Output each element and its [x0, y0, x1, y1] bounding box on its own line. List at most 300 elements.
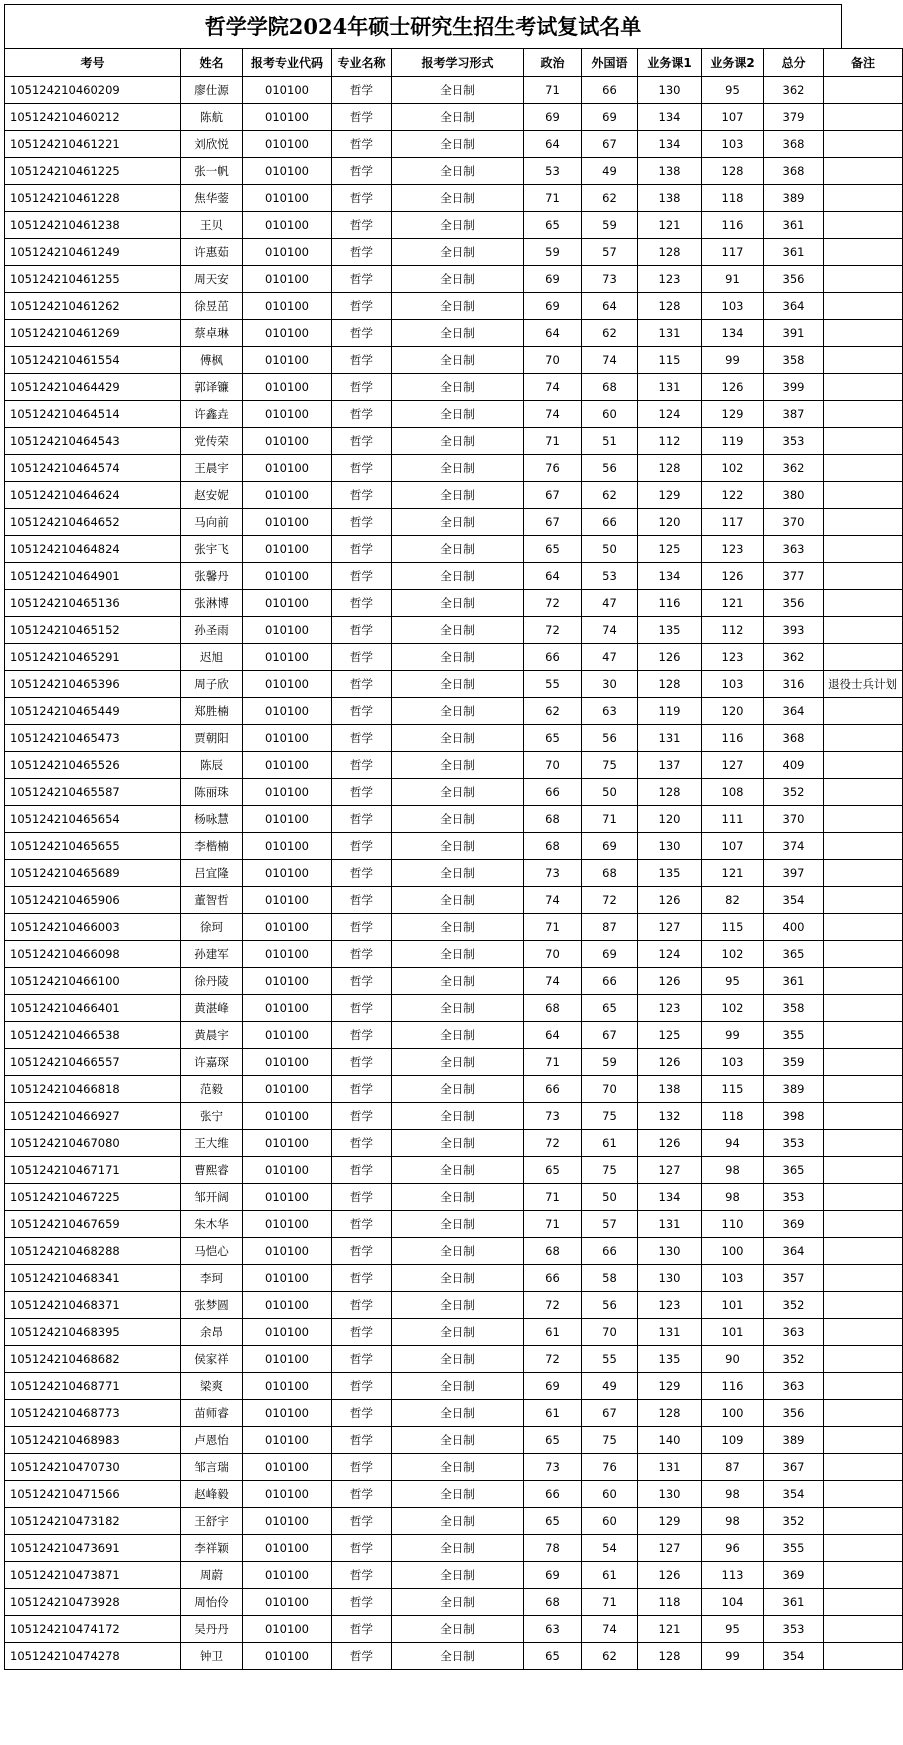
- total-cell: 356: [764, 266, 824, 293]
- name-cell: 陈辰: [181, 752, 243, 779]
- table-row: [5, 1319, 903, 1346]
- table-row: [5, 455, 903, 482]
- major-code-cell: 010100: [243, 1535, 332, 1562]
- exam-id-cell: 105124210473928: [5, 1589, 181, 1616]
- table-row: [5, 941, 903, 968]
- major-name-cell: 哲学: [332, 1346, 392, 1373]
- politics-cell: 73: [524, 860, 582, 887]
- total-cell: 364: [764, 698, 824, 725]
- major-code-cell: 010100: [243, 779, 332, 806]
- major-name-cell: 哲学: [332, 752, 392, 779]
- remarks-cell: [824, 239, 903, 266]
- course-2-cell: 82: [702, 887, 764, 914]
- major-code-cell: 010100: [243, 671, 332, 698]
- major-code-cell: 010100: [243, 1373, 332, 1400]
- course-1-cell: 131: [638, 725, 702, 752]
- major-code-cell: 010100: [243, 293, 332, 320]
- name-cell: 刘欣悦: [181, 131, 243, 158]
- study-form-cell: 全日制: [392, 1427, 524, 1454]
- header-major-name: 专业名称: [332, 49, 392, 77]
- remarks-cell: [824, 1184, 903, 1211]
- course-2-cell: 121: [702, 590, 764, 617]
- header-exam-id: 考号: [5, 49, 181, 77]
- header-study-form: 报考学习形式: [392, 49, 524, 77]
- table-row: [5, 698, 903, 725]
- politics-cell: 73: [524, 1103, 582, 1130]
- major-code-cell: 010100: [243, 455, 332, 482]
- name-cell: 范毅: [181, 1076, 243, 1103]
- study-form-cell: 全日制: [392, 1130, 524, 1157]
- total-cell: 397: [764, 860, 824, 887]
- course-2-cell: 102: [702, 455, 764, 482]
- exam-id-cell: 105124210465526: [5, 752, 181, 779]
- politics-cell: 59: [524, 239, 582, 266]
- table-row: [5, 482, 903, 509]
- course-1-cell: 138: [638, 1076, 702, 1103]
- politics-cell: 71: [524, 1184, 582, 1211]
- header-politics: 政治: [524, 49, 582, 77]
- major-name-cell: 哲学: [332, 1184, 392, 1211]
- name-cell: 周怡伶: [181, 1589, 243, 1616]
- major-name-cell: 哲学: [332, 1427, 392, 1454]
- major-name-cell: 哲学: [332, 1643, 392, 1670]
- table-row: [5, 1184, 903, 1211]
- course-2-cell: 99: [702, 347, 764, 374]
- foreign-language-cell: 47: [582, 590, 638, 617]
- politics-cell: 66: [524, 1481, 582, 1508]
- politics-cell: 69: [524, 266, 582, 293]
- name-cell: 廖仕源: [181, 77, 243, 104]
- foreign-language-cell: 50: [582, 1184, 638, 1211]
- name-cell: 王晨宇: [181, 455, 243, 482]
- total-cell: 352: [764, 1346, 824, 1373]
- remarks-cell: [824, 1211, 903, 1238]
- exam-id-cell: 105124210464574: [5, 455, 181, 482]
- politics-cell: 66: [524, 644, 582, 671]
- table-row: [5, 1022, 903, 1049]
- course-1-cell: 126: [638, 1130, 702, 1157]
- course-2-cell: 134: [702, 320, 764, 347]
- course-2-cell: 102: [702, 995, 764, 1022]
- course-2-cell: 100: [702, 1238, 764, 1265]
- study-form-cell: 全日制: [392, 1049, 524, 1076]
- study-form-cell: 全日制: [392, 293, 524, 320]
- foreign-language-cell: 76: [582, 1454, 638, 1481]
- course-1-cell: 124: [638, 401, 702, 428]
- study-form-cell: 全日制: [392, 320, 524, 347]
- table-row: [5, 1076, 903, 1103]
- exam-id-cell: 105124210467080: [5, 1130, 181, 1157]
- course-2-cell: 120: [702, 698, 764, 725]
- course-1-cell: 121: [638, 1616, 702, 1643]
- table-row: [5, 1211, 903, 1238]
- total-cell: 353: [764, 1616, 824, 1643]
- major-name-cell: 哲学: [332, 1373, 392, 1400]
- table-row: [5, 860, 903, 887]
- table-row: [5, 644, 903, 671]
- politics-cell: 68: [524, 1238, 582, 1265]
- politics-cell: 64: [524, 320, 582, 347]
- politics-cell: 72: [524, 1346, 582, 1373]
- politics-cell: 69: [524, 1562, 582, 1589]
- exam-id-cell: 105124210466401: [5, 995, 181, 1022]
- major-code-cell: 010100: [243, 1022, 332, 1049]
- course-1-cell: 132: [638, 1103, 702, 1130]
- table-row: [5, 212, 903, 239]
- exam-id-cell: 105124210461255: [5, 266, 181, 293]
- politics-cell: 73: [524, 1454, 582, 1481]
- name-cell: 张宇飞: [181, 536, 243, 563]
- major-code-cell: 010100: [243, 1643, 332, 1670]
- remarks-cell: [824, 482, 903, 509]
- remarks-cell: [824, 212, 903, 239]
- total-cell: 316: [764, 671, 824, 698]
- major-name-cell: 哲学: [332, 617, 392, 644]
- foreign-language-cell: 62: [582, 320, 638, 347]
- course-2-cell: 101: [702, 1319, 764, 1346]
- major-name-cell: 哲学: [332, 77, 392, 104]
- total-cell: 355: [764, 1022, 824, 1049]
- major-code-cell: 010100: [243, 1319, 332, 1346]
- remarks-cell: [824, 158, 903, 185]
- course-2-cell: 129: [702, 401, 764, 428]
- exam-id-cell: 105124210461249: [5, 239, 181, 266]
- major-code-cell: 010100: [243, 1076, 332, 1103]
- course-2-cell: 96: [702, 1535, 764, 1562]
- major-name-cell: 哲学: [332, 1238, 392, 1265]
- politics-cell: 66: [524, 779, 582, 806]
- foreign-language-cell: 69: [582, 104, 638, 131]
- foreign-language-cell: 55: [582, 1346, 638, 1373]
- foreign-language-cell: 70: [582, 1319, 638, 1346]
- name-cell: 王舒宇: [181, 1508, 243, 1535]
- major-name-cell: 哲学: [332, 482, 392, 509]
- remarks-cell: [824, 77, 903, 104]
- study-form-cell: 全日制: [392, 1103, 524, 1130]
- total-cell: 352: [764, 1508, 824, 1535]
- table-row: [5, 968, 903, 995]
- course-1-cell: 137: [638, 752, 702, 779]
- total-cell: 353: [764, 1184, 824, 1211]
- major-name-cell: 哲学: [332, 1157, 392, 1184]
- name-cell: 蔡卓琳: [181, 320, 243, 347]
- name-cell: 孙圣雨: [181, 617, 243, 644]
- exam-id-cell: 105124210465654: [5, 806, 181, 833]
- study-form-cell: 全日制: [392, 212, 524, 239]
- major-name-cell: 哲学: [332, 833, 392, 860]
- name-cell: 赵安妮: [181, 482, 243, 509]
- exam-id-cell: 105124210474278: [5, 1643, 181, 1670]
- header-course-2: 业务课2: [702, 49, 764, 77]
- remarks-cell: [824, 590, 903, 617]
- course-1-cell: 128: [638, 239, 702, 266]
- name-cell: 马恺心: [181, 1238, 243, 1265]
- course-2-cell: 116: [702, 212, 764, 239]
- politics-cell: 76: [524, 455, 582, 482]
- remarks-cell: [824, 104, 903, 131]
- study-form-cell: 全日制: [392, 887, 524, 914]
- major-code-cell: 010100: [243, 590, 332, 617]
- major-code-cell: 010100: [243, 941, 332, 968]
- remarks-cell: [824, 563, 903, 590]
- study-form-cell: 全日制: [392, 698, 524, 725]
- remarks-cell: [824, 266, 903, 293]
- course-1-cell: 128: [638, 293, 702, 320]
- total-cell: 361: [764, 1589, 824, 1616]
- study-form-cell: 全日制: [392, 482, 524, 509]
- politics-cell: 70: [524, 941, 582, 968]
- politics-cell: 72: [524, 1130, 582, 1157]
- exam-id-cell: 105124210464901: [5, 563, 181, 590]
- course-2-cell: 104: [702, 1589, 764, 1616]
- politics-cell: 67: [524, 509, 582, 536]
- total-cell: 370: [764, 806, 824, 833]
- course-1-cell: 130: [638, 1481, 702, 1508]
- table-row: [5, 1535, 903, 1562]
- course-2-cell: 126: [702, 374, 764, 401]
- name-cell: 钟卫: [181, 1643, 243, 1670]
- course-1-cell: 126: [638, 887, 702, 914]
- politics-cell: 71: [524, 1049, 582, 1076]
- course-2-cell: 126: [702, 563, 764, 590]
- total-cell: 393: [764, 617, 824, 644]
- table-row: [5, 239, 903, 266]
- total-cell: 352: [764, 779, 824, 806]
- course-1-cell: 127: [638, 1535, 702, 1562]
- course-2-cell: 121: [702, 860, 764, 887]
- total-cell: 389: [764, 1076, 824, 1103]
- major-code-cell: 010100: [243, 1238, 332, 1265]
- admission-list-document: [4, 4, 897, 1670]
- course-1-cell: 131: [638, 1211, 702, 1238]
- major-name-cell: 哲学: [332, 563, 392, 590]
- foreign-language-cell: 47: [582, 644, 638, 671]
- foreign-language-cell: 60: [582, 1481, 638, 1508]
- foreign-language-cell: 66: [582, 968, 638, 995]
- course-2-cell: 90: [702, 1346, 764, 1373]
- major-code-cell: 010100: [243, 725, 332, 752]
- course-2-cell: 117: [702, 239, 764, 266]
- study-form-cell: 全日制: [392, 428, 524, 455]
- name-cell: 许嘉琛: [181, 1049, 243, 1076]
- course-2-cell: 103: [702, 293, 764, 320]
- major-name-cell: 哲学: [332, 320, 392, 347]
- exam-id-cell: 105124210466098: [5, 941, 181, 968]
- table-row: [5, 1562, 903, 1589]
- major-code-cell: 010100: [243, 914, 332, 941]
- exam-id-cell: 105124210468983: [5, 1427, 181, 1454]
- politics-cell: 64: [524, 1022, 582, 1049]
- politics-cell: 69: [524, 1373, 582, 1400]
- course-1-cell: 130: [638, 833, 702, 860]
- course-2-cell: 113: [702, 1562, 764, 1589]
- study-form-cell: 全日制: [392, 104, 524, 131]
- total-cell: 400: [764, 914, 824, 941]
- name-cell: 周子欣: [181, 671, 243, 698]
- course-1-cell: 131: [638, 1319, 702, 1346]
- major-name-cell: 哲学: [332, 428, 392, 455]
- remarks-cell: [824, 1346, 903, 1373]
- name-cell: 邹言瑞: [181, 1454, 243, 1481]
- foreign-language-cell: 53: [582, 563, 638, 590]
- course-2-cell: 100: [702, 1400, 764, 1427]
- exam-id-cell: 105124210470730: [5, 1454, 181, 1481]
- foreign-language-cell: 57: [582, 239, 638, 266]
- major-name-cell: 哲学: [332, 1022, 392, 1049]
- total-cell: 362: [764, 77, 824, 104]
- study-form-cell: 全日制: [392, 1292, 524, 1319]
- course-2-cell: 123: [702, 536, 764, 563]
- study-form-cell: 全日制: [392, 1157, 524, 1184]
- course-1-cell: 116: [638, 590, 702, 617]
- table-row: [5, 266, 903, 293]
- total-cell: 354: [764, 887, 824, 914]
- course-2-cell: 128: [702, 158, 764, 185]
- remarks-cell: [824, 752, 903, 779]
- exam-id-cell: 105124210464514: [5, 401, 181, 428]
- name-cell: 张一帆: [181, 158, 243, 185]
- politics-cell: 65: [524, 212, 582, 239]
- major-code-cell: 010100: [243, 320, 332, 347]
- name-cell: 张淋博: [181, 590, 243, 617]
- major-name-cell: 哲学: [332, 185, 392, 212]
- politics-cell: 74: [524, 968, 582, 995]
- total-cell: 365: [764, 1157, 824, 1184]
- foreign-language-cell: 70: [582, 1076, 638, 1103]
- major-code-cell: 010100: [243, 347, 332, 374]
- major-name-cell: 哲学: [332, 1589, 392, 1616]
- total-cell: 367: [764, 1454, 824, 1481]
- remarks-cell: [824, 428, 903, 455]
- name-cell: 贾朝阳: [181, 725, 243, 752]
- major-name-cell: 哲学: [332, 968, 392, 995]
- remarks-cell: [824, 806, 903, 833]
- major-name-cell: 哲学: [332, 941, 392, 968]
- major-name-cell: 哲学: [332, 806, 392, 833]
- exam-id-cell: 105124210461269: [5, 320, 181, 347]
- course-1-cell: 131: [638, 320, 702, 347]
- remarks-cell: [824, 374, 903, 401]
- major-code-cell: 010100: [243, 1427, 332, 1454]
- study-form-cell: 全日制: [392, 995, 524, 1022]
- politics-cell: 65: [524, 725, 582, 752]
- name-cell: 张宁: [181, 1103, 243, 1130]
- course-1-cell: 115: [638, 347, 702, 374]
- study-form-cell: 全日制: [392, 779, 524, 806]
- remarks-cell: [824, 1589, 903, 1616]
- remarks-cell: [824, 1427, 903, 1454]
- course-1-cell: 135: [638, 1346, 702, 1373]
- remarks-cell: [824, 860, 903, 887]
- foreign-language-cell: 68: [582, 374, 638, 401]
- name-cell: 赵峰毅: [181, 1481, 243, 1508]
- foreign-language-cell: 75: [582, 1157, 638, 1184]
- total-cell: 377: [764, 563, 824, 590]
- name-cell: 梁爽: [181, 1373, 243, 1400]
- course-2-cell: 115: [702, 914, 764, 941]
- total-cell: 361: [764, 968, 824, 995]
- course-2-cell: 94: [702, 1130, 764, 1157]
- politics-cell: 61: [524, 1400, 582, 1427]
- remarks-cell: [824, 1022, 903, 1049]
- foreign-language-cell: 66: [582, 509, 638, 536]
- politics-cell: 64: [524, 563, 582, 590]
- total-cell: 399: [764, 374, 824, 401]
- politics-cell: 68: [524, 995, 582, 1022]
- major-code-cell: 010100: [243, 1184, 332, 1211]
- course-2-cell: 115: [702, 1076, 764, 1103]
- course-2-cell: 119: [702, 428, 764, 455]
- name-cell: 许鑫垚: [181, 401, 243, 428]
- study-form-cell: 全日制: [392, 374, 524, 401]
- course-2-cell: 103: [702, 131, 764, 158]
- remarks-cell: [824, 1454, 903, 1481]
- table-row: [5, 428, 903, 455]
- foreign-language-cell: 62: [582, 185, 638, 212]
- table-row: [5, 1589, 903, 1616]
- exam-id-cell: 105124210461554: [5, 347, 181, 374]
- course-1-cell: 134: [638, 104, 702, 131]
- name-cell: 徐丹陵: [181, 968, 243, 995]
- course-2-cell: 99: [702, 1643, 764, 1670]
- politics-cell: 53: [524, 158, 582, 185]
- major-name-cell: 哲学: [332, 455, 392, 482]
- table-row: [5, 320, 903, 347]
- remarks-cell: [824, 1319, 903, 1346]
- name-cell: 苗师睿: [181, 1400, 243, 1427]
- foreign-language-cell: 67: [582, 1022, 638, 1049]
- name-cell: 张梦圆: [181, 1292, 243, 1319]
- exam-id-cell: 105124210465587: [5, 779, 181, 806]
- study-form-cell: 全日制: [392, 158, 524, 185]
- foreign-language-cell: 51: [582, 428, 638, 455]
- total-cell: 355: [764, 1535, 824, 1562]
- table-row: [5, 995, 903, 1022]
- table-row: [5, 1508, 903, 1535]
- study-form-cell: 全日制: [392, 1400, 524, 1427]
- major-name-cell: 哲学: [332, 644, 392, 671]
- major-name-cell: 哲学: [332, 1535, 392, 1562]
- exam-id-cell: 105124210465655: [5, 833, 181, 860]
- course-2-cell: 122: [702, 482, 764, 509]
- exam-id-cell: 105124210468371: [5, 1292, 181, 1319]
- remarks-cell: [824, 941, 903, 968]
- major-code-cell: 010100: [243, 401, 332, 428]
- foreign-language-cell: 69: [582, 833, 638, 860]
- major-name-cell: 哲学: [332, 158, 392, 185]
- name-cell: 董智哲: [181, 887, 243, 914]
- study-form-cell: 全日制: [392, 1022, 524, 1049]
- exam-id-cell: 105124210468682: [5, 1346, 181, 1373]
- remarks-cell: [824, 995, 903, 1022]
- exam-id-cell: 105124210460212: [5, 104, 181, 131]
- foreign-language-cell: 71: [582, 1589, 638, 1616]
- foreign-language-cell: 73: [582, 266, 638, 293]
- politics-cell: 72: [524, 590, 582, 617]
- study-form-cell: 全日制: [392, 509, 524, 536]
- major-name-cell: 哲学: [332, 1481, 392, 1508]
- foreign-language-cell: 50: [582, 536, 638, 563]
- name-cell: 陈航: [181, 104, 243, 131]
- name-cell: 侯家祥: [181, 1346, 243, 1373]
- politics-cell: 71: [524, 77, 582, 104]
- name-cell: 吕宜隆: [181, 860, 243, 887]
- major-code-cell: 010100: [243, 239, 332, 266]
- study-form-cell: 全日制: [392, 1265, 524, 1292]
- major-code-cell: 010100: [243, 1157, 332, 1184]
- name-cell: 傅枫: [181, 347, 243, 374]
- major-name-cell: 哲学: [332, 1616, 392, 1643]
